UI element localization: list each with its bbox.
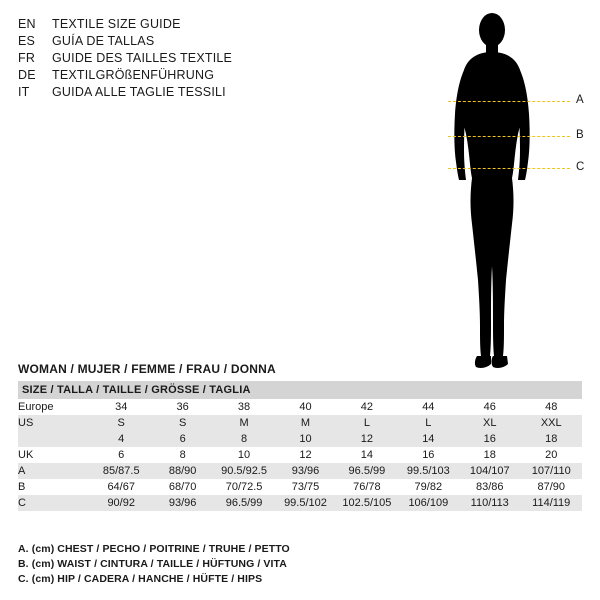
language-title: GUÍA DE TALLAS bbox=[52, 34, 155, 48]
cell: 88/90 bbox=[152, 463, 213, 479]
cell: S bbox=[91, 415, 152, 431]
section-title: WOMAN / MUJER / FEMME / FRAU / DONNA bbox=[18, 362, 276, 376]
waist-guide-line bbox=[448, 136, 570, 137]
cell: 96.5/99 bbox=[336, 463, 397, 479]
cell: 99.5/103 bbox=[398, 463, 459, 479]
cell: 36 bbox=[152, 399, 213, 415]
cell: 83/86 bbox=[459, 479, 520, 495]
language-code: DE bbox=[18, 68, 36, 82]
cell: 44 bbox=[398, 399, 459, 415]
row-label: C bbox=[18, 495, 91, 511]
cell: 12 bbox=[336, 431, 397, 447]
table-row bbox=[18, 463, 582, 479]
row-label bbox=[18, 431, 91, 447]
table-row bbox=[18, 479, 582, 495]
cell: 99.5/102 bbox=[275, 495, 336, 511]
table-row bbox=[18, 447, 582, 463]
language-title: GUIDA ALLE TAGLIE TESSILI bbox=[52, 85, 226, 99]
table-row bbox=[18, 431, 582, 447]
measurement-legend bbox=[18, 542, 290, 587]
cell: 46 bbox=[459, 399, 520, 415]
chest-guide-label: A bbox=[576, 94, 584, 106]
language-code: EN bbox=[18, 17, 36, 31]
table-row bbox=[18, 495, 582, 511]
cell: 110/113 bbox=[459, 495, 520, 511]
cell: 18 bbox=[520, 431, 582, 447]
female-silhouette-figure bbox=[430, 8, 600, 378]
cell: 14 bbox=[398, 431, 459, 447]
cell: 10 bbox=[213, 447, 274, 463]
cell: M bbox=[213, 415, 274, 431]
cell: 79/82 bbox=[398, 479, 459, 495]
cell: 106/109 bbox=[398, 495, 459, 511]
language-row bbox=[18, 33, 348, 50]
cell: 114/119 bbox=[520, 495, 582, 511]
cell: 12 bbox=[275, 447, 336, 463]
cell: 8 bbox=[152, 447, 213, 463]
legend-line-waist: B. (cm) WAIST / CINTURA / TAILLE / HÜFTUNG / VITA bbox=[18, 558, 287, 570]
language-code: IT bbox=[18, 85, 30, 99]
row-label: US bbox=[18, 415, 91, 431]
row-label: A bbox=[18, 463, 91, 479]
cell: 10 bbox=[275, 431, 336, 447]
cell: 42 bbox=[336, 399, 397, 415]
table-row bbox=[18, 399, 582, 415]
cell: 90/92 bbox=[91, 495, 152, 511]
cell: 73/75 bbox=[275, 479, 336, 495]
hip-guide-label: C bbox=[576, 161, 585, 173]
cell: M bbox=[275, 415, 336, 431]
size-table bbox=[18, 381, 582, 511]
cell: 20 bbox=[520, 447, 582, 463]
cell: 64/67 bbox=[91, 479, 152, 495]
cell: 85/87.5 bbox=[91, 463, 152, 479]
legend-line-chest: A. (cm) CHEST / PECHO / POITRINE / TRUHE / PETTO bbox=[18, 543, 290, 555]
cell: S bbox=[152, 415, 213, 431]
cell: 70/72.5 bbox=[213, 479, 274, 495]
size-table-wrapper bbox=[18, 381, 582, 511]
cell: 14 bbox=[336, 447, 397, 463]
cell: 93/96 bbox=[152, 495, 213, 511]
cell: 40 bbox=[275, 399, 336, 415]
cell: L bbox=[336, 415, 397, 431]
cell: 4 bbox=[91, 431, 152, 447]
cell: 87/90 bbox=[520, 479, 582, 495]
row-label: B bbox=[18, 479, 91, 495]
row-label: UK bbox=[18, 447, 91, 463]
legend-line-hip: C. (cm) HIP / CADERA / HANCHE / HÜFTE / HIPS bbox=[18, 573, 263, 585]
silhouette-icon bbox=[430, 8, 600, 378]
cell: 90.5/92.5 bbox=[213, 463, 274, 479]
cell: L bbox=[398, 415, 459, 431]
cell: 96.5/99 bbox=[213, 495, 274, 511]
cell: 16 bbox=[459, 431, 520, 447]
cell: 102.5/105 bbox=[336, 495, 397, 511]
hip-guide-line bbox=[448, 168, 570, 169]
cell: XL bbox=[459, 415, 520, 431]
cell: 16 bbox=[398, 447, 459, 463]
language-code: FR bbox=[18, 51, 36, 65]
cell: 48 bbox=[520, 399, 582, 415]
cell: 104/107 bbox=[459, 463, 520, 479]
cell: 76/78 bbox=[336, 479, 397, 495]
table-header-row bbox=[18, 381, 582, 399]
language-title: TEXTILE SIZE GUIDE bbox=[52, 17, 181, 31]
language-row bbox=[18, 84, 348, 101]
language-title: TEXTILGRÖßENFÜHRUNG bbox=[52, 68, 215, 82]
cell: 6 bbox=[91, 447, 152, 463]
cell: 68/70 bbox=[152, 479, 213, 495]
table-header-cell: SIZE / TALLA / TAILLE / GRÖSSE / TAGLIA bbox=[18, 381, 582, 399]
row-label: Europe bbox=[18, 399, 91, 415]
cell: 18 bbox=[459, 447, 520, 463]
language-list bbox=[18, 16, 348, 101]
waist-guide-label: B bbox=[576, 129, 584, 141]
cell: 107/110 bbox=[520, 463, 582, 479]
language-title: GUIDE DES TAILLES TEXTILE bbox=[52, 51, 233, 65]
table-row bbox=[18, 415, 582, 431]
cell: XXL bbox=[520, 415, 582, 431]
cell: 34 bbox=[91, 399, 152, 415]
cell: 8 bbox=[213, 431, 274, 447]
cell: 6 bbox=[152, 431, 213, 447]
cell: 38 bbox=[213, 399, 274, 415]
language-code: ES bbox=[18, 34, 36, 48]
language-row bbox=[18, 50, 348, 67]
language-row bbox=[18, 16, 348, 33]
chest-guide-line bbox=[448, 101, 570, 102]
cell: 93/96 bbox=[275, 463, 336, 479]
language-row bbox=[18, 67, 348, 84]
